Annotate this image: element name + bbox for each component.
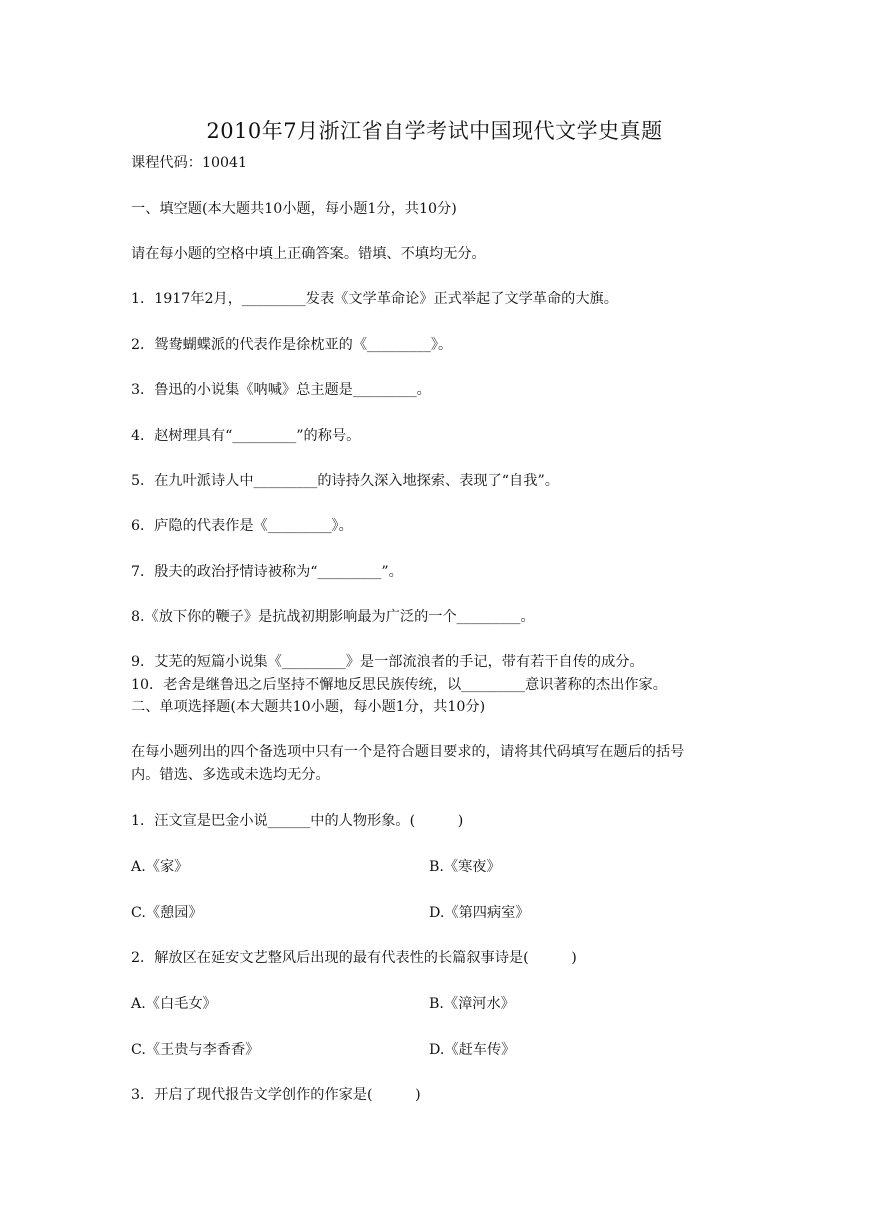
section2-instruction-line1: 在每小题列出的四个备选项中只有一个是符合题目要求的，请将其代码填写在题后的括号 — [131, 744, 685, 760]
choice-question-2-stem: 2．解放区在延安文艺整风后出现的最有代表性的长篇叙事诗是( ) — [131, 950, 577, 966]
page-title: 2010年7月浙江省自学考试中国现代文学史真题 — [206, 119, 663, 143]
fill-question-10: 10．老舍是继鲁迅之后坚持不懈地反思民族传统，以_________意识著称的杰出作家。 — [131, 677, 667, 693]
course-code: 课程代码：10041 — [131, 155, 248, 171]
fill-question-1: 1．1917年2月，_________发表《文学革命论》正式举起了文学革命的大旗。 — [131, 291, 618, 307]
choice-question-2-option-a: A.《白毛女》 — [131, 996, 217, 1012]
choice-question-1-option-b: B.《寒夜》 — [429, 859, 501, 875]
choice-question-2-option-c: C.《王贵与李香香》 — [131, 1042, 260, 1058]
fill-question-6: 6．庐隐的代表作是《_________》。 — [131, 518, 353, 534]
section2-instruction-line2: 内。错选、多选或未选均无分。 — [131, 767, 330, 783]
fill-question-3: 3．鲁迅的小说集《呐喊》总主题是_________。 — [131, 382, 431, 398]
choice-question-2-option-b: B.《漳河水》 — [429, 996, 515, 1012]
fill-question-8: 8.《放下你的鞭子》是抗战初期影响最为广泛的一个_________。 — [131, 609, 535, 625]
section2-heading: 二、单项选择题(本大题共10小题，每小题1分，共10分) — [131, 699, 486, 715]
choice-question-1-option-c: C.《憩园》 — [131, 905, 203, 921]
choice-question-1-option-d: D.《第四病室》 — [429, 905, 530, 921]
fill-question-7: 7．殷夫的政治抒情诗被称为“_________”。 — [131, 564, 403, 580]
choice-question-2-option-d: D.《赶车传》 — [429, 1042, 516, 1058]
fill-question-9: 9．艾芜的短篇小说集《_________》是一部流浪者的手记，带有若干自传的成分。 — [131, 654, 644, 670]
choice-question-3-stem: 3．开启了现代报告文学创作的作家是( ) — [131, 1087, 421, 1103]
choice-question-1-option-a: A.《家》 — [131, 859, 189, 875]
section1-heading: 一、填空题(本大题共10小题，每小题1分，共10分) — [131, 201, 457, 217]
fill-question-4: 4．赵树理具有“_________”的称号。 — [131, 428, 361, 444]
fill-question-2: 2．鸳鸯蝴蝶派的代表作是徐枕亚的《_________》。 — [131, 337, 453, 353]
choice-question-1-stem: 1．汪文宣是巴金小说______中的人物形象。( ) — [131, 813, 464, 829]
section1-instruction: 请在每小题的空格中填上正确答案。错填、不填均无分。 — [131, 246, 486, 262]
fill-question-5: 5．在九叶派诗人中_________的诗持久深入地探索、表现了“自我”。 — [131, 473, 559, 489]
